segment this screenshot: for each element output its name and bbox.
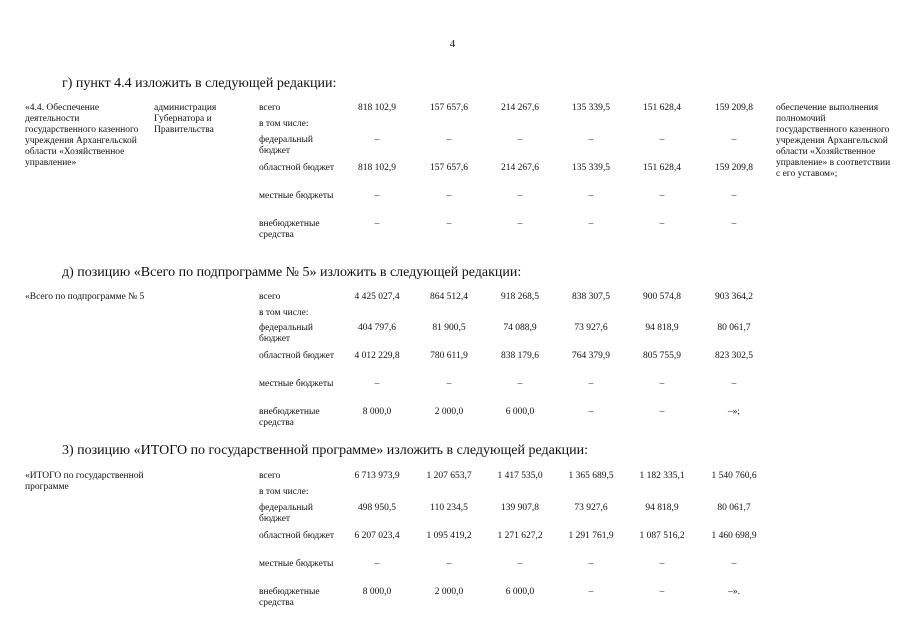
table-row: [0, 219, 905, 243]
funding-source: федеральный бюджет: [259, 503, 313, 524]
value-cell: 780 611,9: [430, 351, 468, 361]
value-cell: 1 207 653,7: [426, 471, 472, 481]
value-cell: –: [588, 407, 594, 417]
value-cell: 6 207 023,4: [354, 531, 400, 541]
value-cell: –».: [728, 587, 740, 597]
section-heading: г) пункт 4.4 изложить в следующей редакции:: [62, 76, 337, 91]
value-cell: 139 907,8: [501, 503, 539, 513]
value-cell: 818 102,9: [358, 103, 396, 113]
table-row: [0, 191, 905, 215]
value-cell: –: [588, 135, 594, 145]
value-cell: –: [446, 379, 452, 389]
value-cell: –: [659, 407, 665, 417]
section-heading: д) позицию «Всего по подпрограмме № 5» изложить в следующей редакции:: [62, 265, 522, 280]
value-cell: –: [659, 559, 665, 569]
value-cell: –: [374, 219, 380, 229]
value-cell: –: [374, 191, 380, 201]
value-cell: 823 302,5: [715, 351, 753, 361]
value-cell: –: [374, 379, 380, 389]
value-cell: 8 000,0: [362, 587, 392, 597]
value-cell: –: [517, 559, 523, 569]
table-row: [0, 323, 905, 347]
value-cell: 94 818,9: [645, 323, 679, 333]
result-note: обеспечение выполнения полномочий государственного казенного учреждения Архангельской области «Хозяйственное управление» в соответствии с его уставом»;: [776, 103, 891, 179]
value-cell: –: [517, 219, 523, 229]
value-cell: –: [517, 135, 523, 145]
value-cell: –: [659, 191, 665, 201]
funding-source: всего: [259, 103, 281, 113]
value-cell: –: [659, 379, 665, 389]
value-cell: 80 061,7: [717, 503, 751, 513]
responsible-owner: администрация Губернатора и Правительства: [154, 103, 217, 135]
value-cell: 151 628,4: [643, 103, 681, 113]
value-cell: 864 512,4: [430, 292, 468, 302]
table-row: [0, 407, 905, 431]
value-cell: 1 182 335,1: [639, 471, 685, 481]
value-cell: 214 267,6: [501, 103, 539, 113]
value-cell: 918 268,5: [501, 292, 539, 302]
value-cell: 8 000,0: [362, 407, 392, 417]
funding-source: местные бюджеты: [259, 379, 334, 389]
value-cell: 2 000,0: [434, 587, 464, 597]
table-row: [0, 379, 905, 403]
value-cell: 498 950,5: [358, 503, 396, 513]
value-cell: –»;: [727, 407, 741, 417]
value-cell: –: [731, 191, 737, 201]
value-cell: 94 818,9: [645, 503, 679, 513]
funding-source: областной бюджет: [259, 351, 335, 361]
value-cell: 151 628,4: [643, 163, 681, 173]
value-cell: 135 339,5: [572, 103, 610, 113]
value-cell: –: [374, 559, 380, 569]
value-cell: –: [374, 135, 380, 145]
value-cell: 1 365 689,5: [568, 471, 614, 481]
value-cell: 404 797,6: [358, 323, 396, 333]
value-cell: 1 540 760,6: [711, 471, 757, 481]
value-cell: –: [446, 135, 452, 145]
value-cell: 74 088,9: [503, 323, 537, 333]
value-cell: 838 179,6: [501, 351, 539, 361]
value-cell: 135 339,5: [572, 163, 610, 173]
value-cell: 838 307,5: [572, 292, 610, 302]
row-label: «4.4. Обеспечение деятельности государственного казенного учреждения Архангельской области «Хозяйственное управление»: [25, 103, 139, 168]
table-row: [0, 559, 905, 583]
value-cell: –: [588, 219, 594, 229]
value-cell: –: [659, 219, 665, 229]
value-cell: –: [588, 587, 594, 597]
value-cell: –: [517, 379, 523, 389]
value-cell: 1 291 761,9: [568, 531, 614, 541]
value-cell: –: [731, 135, 737, 145]
value-cell: 214 267,6: [501, 163, 539, 173]
funding-source: федеральный бюджет: [259, 323, 313, 344]
funding-source: федеральный бюджет: [259, 135, 313, 156]
value-cell: 2 000,0: [434, 407, 464, 417]
value-cell: 1 417 535,0: [497, 471, 543, 481]
value-cell: –: [659, 587, 665, 597]
funding-source: внебюджетные средства: [259, 587, 320, 608]
value-cell: 81 900,5: [432, 323, 466, 333]
value-cell: 73 927,6: [574, 323, 608, 333]
value-cell: 903 364,2: [715, 292, 753, 302]
value-cell: –: [731, 559, 737, 569]
funding-source: местные бюджеты: [259, 191, 334, 201]
funding-source: в том числе:: [259, 308, 309, 318]
funding-source: в том числе:: [259, 487, 309, 497]
funding-source: всего: [259, 471, 281, 481]
value-cell: 6 713 973,9: [354, 471, 400, 481]
funding-source: местные бюджеты: [259, 559, 334, 569]
funding-source: областной бюджет: [259, 531, 335, 541]
value-cell: 4 425 027,4: [354, 292, 400, 302]
table-row: [0, 351, 905, 375]
table-row: [0, 503, 905, 527]
funding-source: всего: [259, 292, 281, 302]
value-cell: –: [588, 191, 594, 201]
section-heading: 3) позицию «ИТОГО по государственной программе» изложить в следующей редакции:: [62, 443, 588, 458]
funding-source: внебюджетные средства: [259, 407, 320, 428]
row-label: «ИТОГО по государственной программе: [25, 471, 144, 492]
value-cell: 80 061,7: [717, 323, 751, 333]
value-cell: 6 000,0: [505, 407, 535, 417]
value-cell: –: [446, 219, 452, 229]
value-cell: 1 087 516,2: [639, 531, 685, 541]
value-cell: 73 927,6: [574, 503, 608, 513]
funding-source: областной бюджет: [259, 163, 335, 173]
value-cell: 157 657,6: [430, 103, 468, 113]
page-number: 4: [449, 38, 456, 50]
value-cell: 6 000,0: [505, 587, 535, 597]
table-row: [0, 163, 905, 187]
value-cell: –: [446, 559, 452, 569]
value-cell: 4 012 229,8: [354, 351, 400, 361]
value-cell: –: [659, 135, 665, 145]
value-cell: 110 234,5: [430, 503, 468, 513]
value-cell: 159 209,8: [715, 163, 753, 173]
value-cell: –: [731, 219, 737, 229]
value-cell: 900 574,8: [643, 292, 681, 302]
table-row: [0, 135, 905, 159]
value-cell: 1 271 627,2: [497, 531, 543, 541]
value-cell: 805 755,9: [643, 351, 681, 361]
table-row: [0, 587, 905, 611]
value-cell: 764 379,9: [572, 351, 610, 361]
value-cell: –: [588, 379, 594, 389]
funding-source: в том числе:: [259, 119, 309, 129]
funding-source: внебюджетные средства: [259, 219, 320, 240]
value-cell: –: [517, 191, 523, 201]
value-cell: 818 102,9: [358, 163, 396, 173]
value-cell: 157 657,6: [430, 163, 468, 173]
value-cell: 1 460 698,9: [711, 531, 757, 541]
value-cell: 1 095 419,2: [426, 531, 472, 541]
table-row: [0, 531, 905, 555]
row-label: «Всего по подпрограмме № 5: [25, 292, 145, 302]
value-cell: –: [588, 559, 594, 569]
value-cell: –: [731, 379, 737, 389]
value-cell: 159 209,8: [715, 103, 753, 113]
value-cell: –: [446, 191, 452, 201]
